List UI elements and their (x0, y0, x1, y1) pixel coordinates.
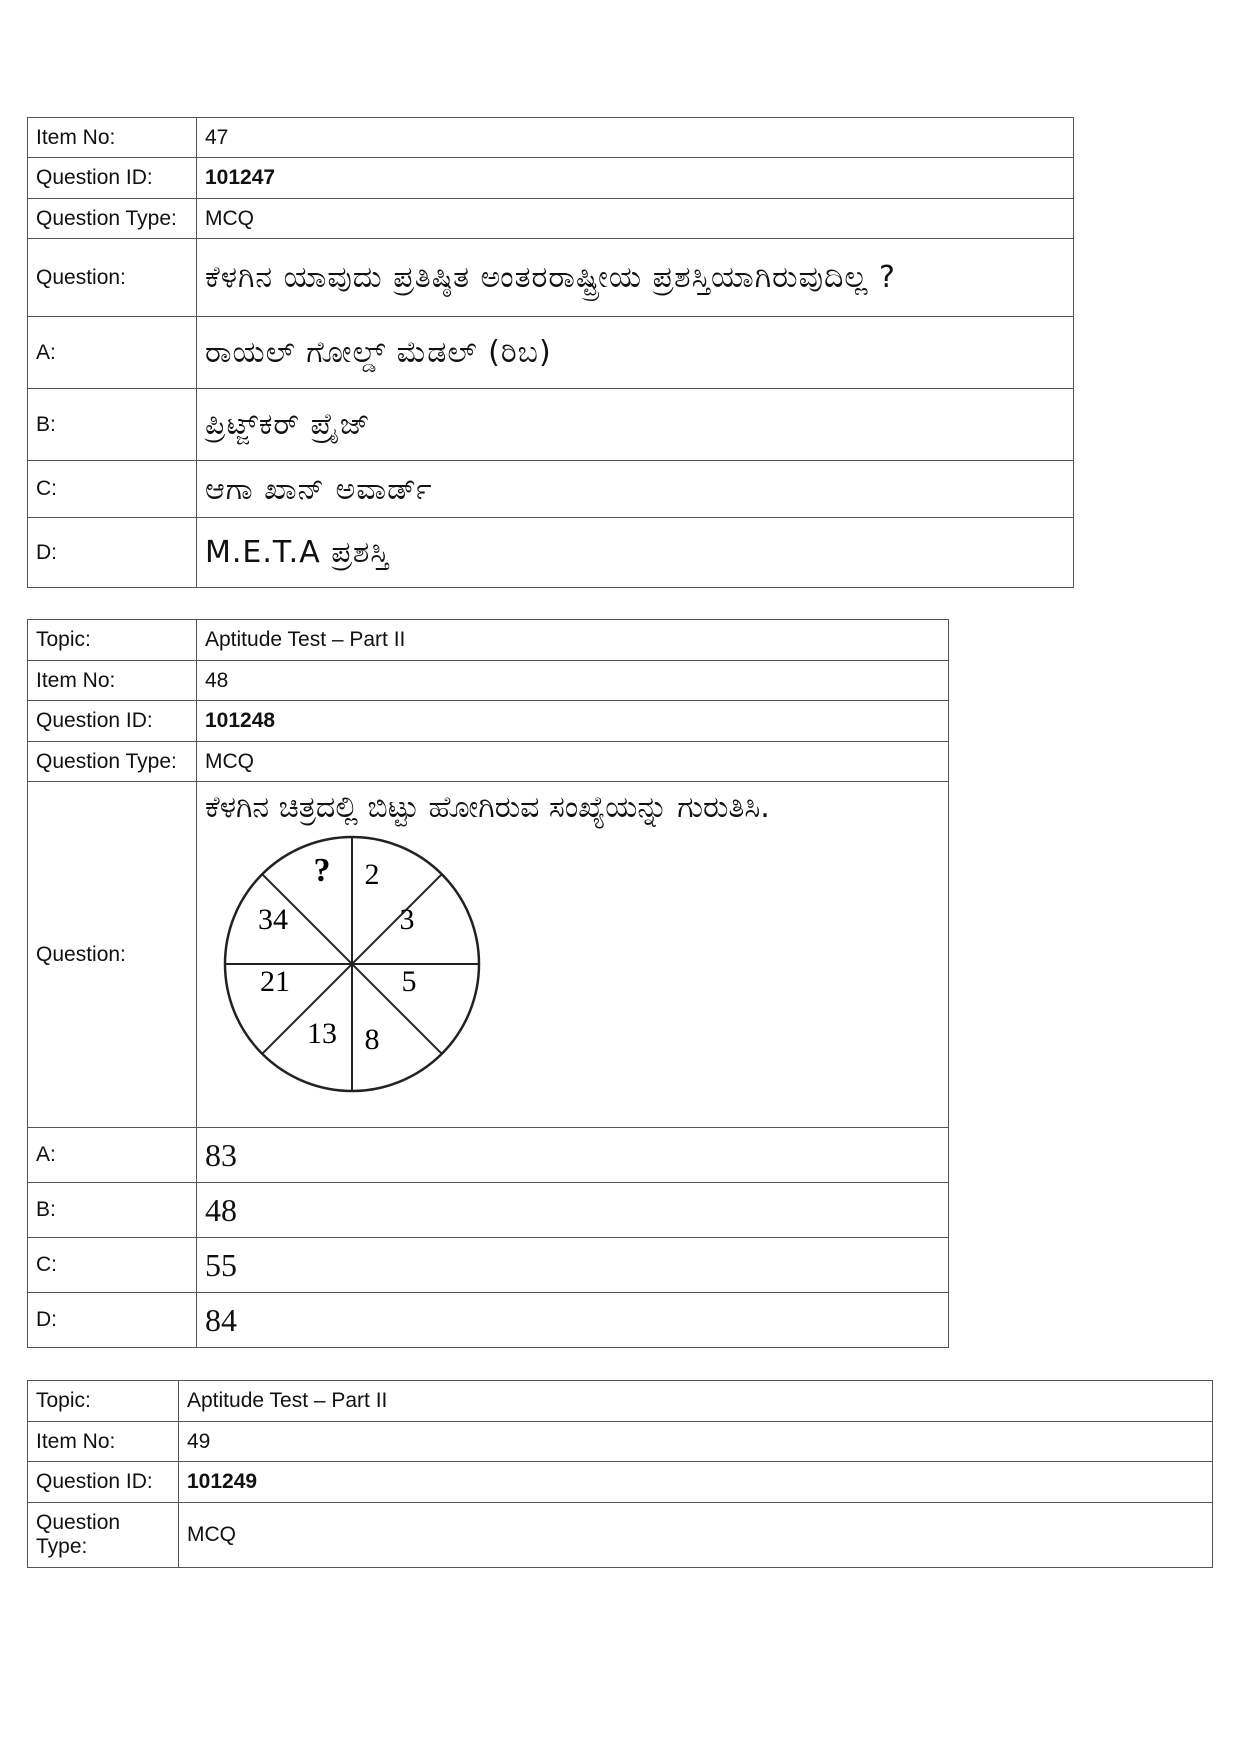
question-id-label: Question ID: (28, 1462, 179, 1503)
question-type-value: MCQ (197, 742, 949, 782)
item-no-label: Item No: (28, 1422, 179, 1462)
option-d-text: 84 (197, 1293, 949, 1348)
question-id-value: 101247 (197, 158, 1074, 199)
question-table-48 (27, 619, 949, 1348)
option-c-label: C: (28, 1238, 197, 1293)
question-label: Question: (28, 782, 197, 1128)
item-no-label: Item No: (28, 661, 197, 701)
option-a-text: 83 (197, 1128, 949, 1183)
topic-label: Topic: (28, 620, 197, 661)
wheel-number-missing: ? (313, 852, 331, 889)
wheel-number: 2 (364, 858, 380, 891)
topic-label: Topic: (28, 1381, 179, 1422)
number-wheel-figure (217, 829, 487, 1099)
question-type-label: Question Type: (28, 1503, 179, 1568)
item-no-value: 47 (197, 118, 1074, 158)
topic-value: Aptitude Test – Part II (179, 1381, 1213, 1422)
question-text: ಕೆಳಗಿನ ಯಾವುದು ಪ್ರತಿಷ್ಠಿತ ಅಂತರರಾಷ್ಟ್ರೀಯ ಪ್ರಶಸ್ತಿಯಾಗಿರುವುದಿಲ್ಲ ? (197, 239, 1074, 317)
option-b-label: B: (28, 1183, 197, 1238)
wheel-number: 3 (399, 903, 415, 936)
topic-value: Aptitude Test – Part II (197, 620, 949, 661)
item-no-label: Item No: (28, 118, 197, 158)
option-d-text: M.E.T.A ಪ್ರಶಸ್ತಿ (197, 518, 1074, 588)
option-d-label: D: (28, 1293, 197, 1348)
question-id-value: 101248 (197, 701, 949, 742)
option-d-label: D: (28, 518, 197, 588)
question-id-label: Question ID: (28, 158, 197, 199)
question-id-label: Question ID: (28, 701, 197, 742)
option-c-text: 55 (197, 1238, 949, 1293)
option-a-text: ರಾಯಲ್ ಗೋಲ್ಡ್ ಮೆಡಲ್ (ರಿಬ) (197, 317, 1074, 389)
option-b-text: 48 (197, 1183, 949, 1238)
question-type-value: MCQ (179, 1503, 1213, 1568)
question-text: ಕೆಳಗಿನ ಚಿತ್ರದಲ್ಲಿ ಬಿಟ್ಟು ಹೋಗಿರುವ ಸಂಖ್ಯೆಯನ್ನು ಗುರುತಿಸಿ. (205, 790, 770, 825)
question-type-label: Question Type: (28, 199, 197, 239)
option-a-label: A: (28, 317, 197, 389)
wheel-number: 13 (307, 1017, 337, 1050)
wheel-number: 8 (364, 1023, 380, 1056)
wheel-number: 5 (401, 965, 417, 998)
question-type-value: MCQ (197, 199, 1074, 239)
option-c-label: C: (28, 461, 197, 518)
item-no-value: 48 (197, 661, 949, 701)
question-label: Question: (28, 239, 197, 317)
item-no-value: 49 (179, 1422, 1213, 1462)
question-id-value: 101249 (179, 1462, 1213, 1503)
wheel-number: 34 (258, 903, 288, 936)
wheel-number: 21 (260, 965, 290, 998)
option-a-label: A: (28, 1128, 197, 1183)
question-type-label: Question Type: (28, 742, 197, 782)
question-cell (197, 782, 949, 1128)
option-c-text: ಆಗಾ ಖಾನ್ ಅವಾರ್ಡ್ (197, 461, 1074, 518)
question-table-47 (27, 117, 1074, 588)
option-b-label: B: (28, 389, 197, 461)
option-b-text: ಪ್ರಿಟ್ಜ್‌ಕರ್ ಪ್ರೈಜ್ (197, 389, 1074, 461)
question-table-49 (27, 1380, 1213, 1568)
